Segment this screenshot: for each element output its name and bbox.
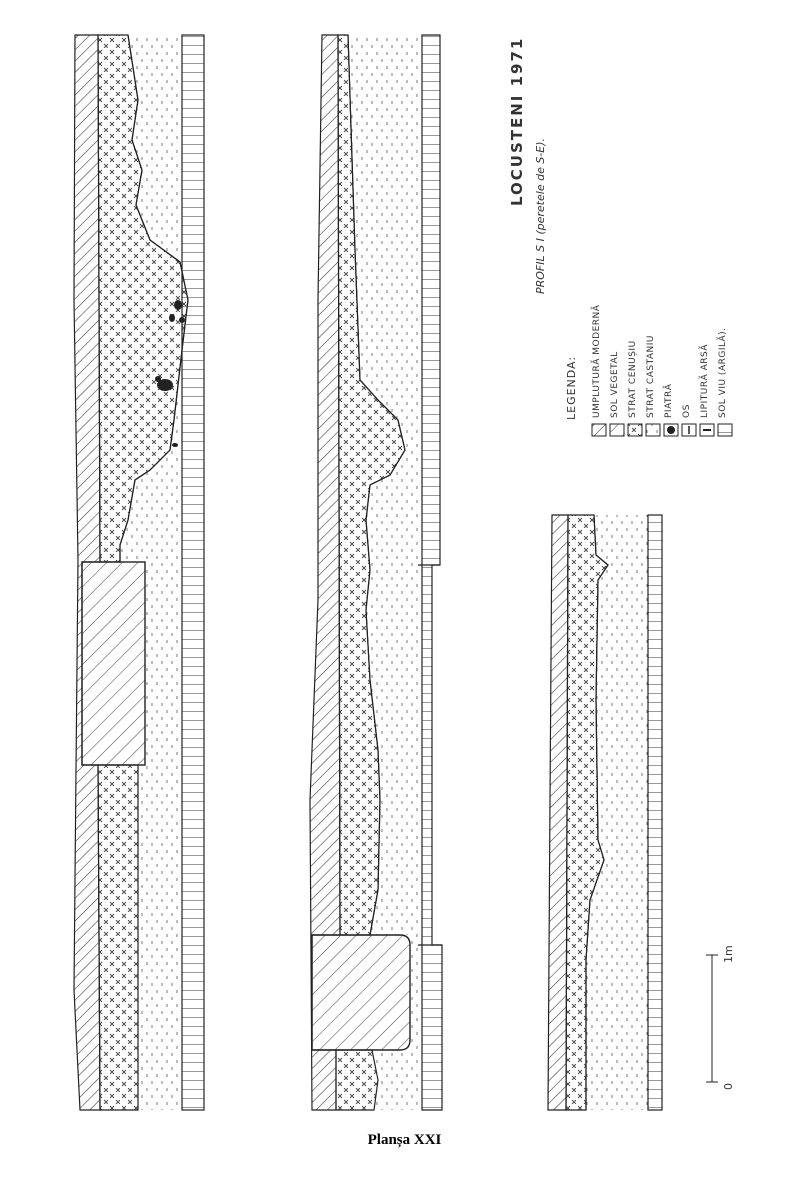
pit-fill bbox=[312, 935, 410, 1050]
profile-column-1 bbox=[74, 35, 204, 1110]
legend-label-burnt-daub: LIPITURĂ ARSĂ bbox=[700, 344, 710, 418]
profile-column-2 bbox=[310, 35, 442, 1110]
profile-title: PROFIL S I (peretele de S-E). bbox=[534, 137, 547, 294]
legend-swatch-clay bbox=[718, 424, 732, 436]
legend-label-grey-layer: STRAT CENUȘIU bbox=[628, 340, 638, 418]
legend-label-clay: SOL VIU (ARGILĂ). bbox=[718, 327, 728, 418]
site-title: LOCUSTENI 1971 bbox=[508, 36, 526, 206]
legend-heading: LEGENDA: bbox=[565, 355, 578, 420]
stone bbox=[169, 314, 175, 322]
legend-swatch-brown-layer bbox=[646, 424, 660, 436]
plate-caption: Planșa XXI bbox=[367, 1132, 442, 1148]
scale-label-1m: 1m bbox=[722, 945, 735, 963]
grey-layer-lower bbox=[98, 765, 138, 1110]
legend-label-stone: PIATRĂ bbox=[664, 383, 674, 418]
stone bbox=[172, 443, 178, 447]
legend-swatches bbox=[592, 424, 732, 436]
legend-swatch-vegetal-soil bbox=[610, 424, 624, 436]
stone bbox=[174, 300, 182, 310]
legend-label-bone: OS bbox=[682, 404, 692, 418]
profile-column-3 bbox=[548, 515, 662, 1110]
stone bbox=[155, 376, 161, 382]
scale-label-0: 0 bbox=[722, 1083, 735, 1090]
natural-clay-layer bbox=[422, 35, 442, 1110]
pit-fill bbox=[82, 562, 145, 765]
grey-layer-lower bbox=[336, 1050, 378, 1110]
scale-bar bbox=[706, 955, 718, 1082]
natural-clay-layer bbox=[182, 35, 204, 1110]
legend-label-vegetal-soil: SOL VEGETAL bbox=[610, 351, 620, 418]
legend-label-modern-fill: UMPLUTURĂ MODERNĂ bbox=[592, 304, 602, 418]
natural-clay-layer bbox=[648, 515, 662, 1110]
legend-swatch-modern-fill bbox=[592, 424, 606, 436]
legend-label-brown-layer: STRAT CASTANIU bbox=[646, 335, 656, 418]
modern-fill-layer bbox=[548, 515, 568, 1110]
legend-swatch-grey-layer bbox=[628, 424, 642, 436]
